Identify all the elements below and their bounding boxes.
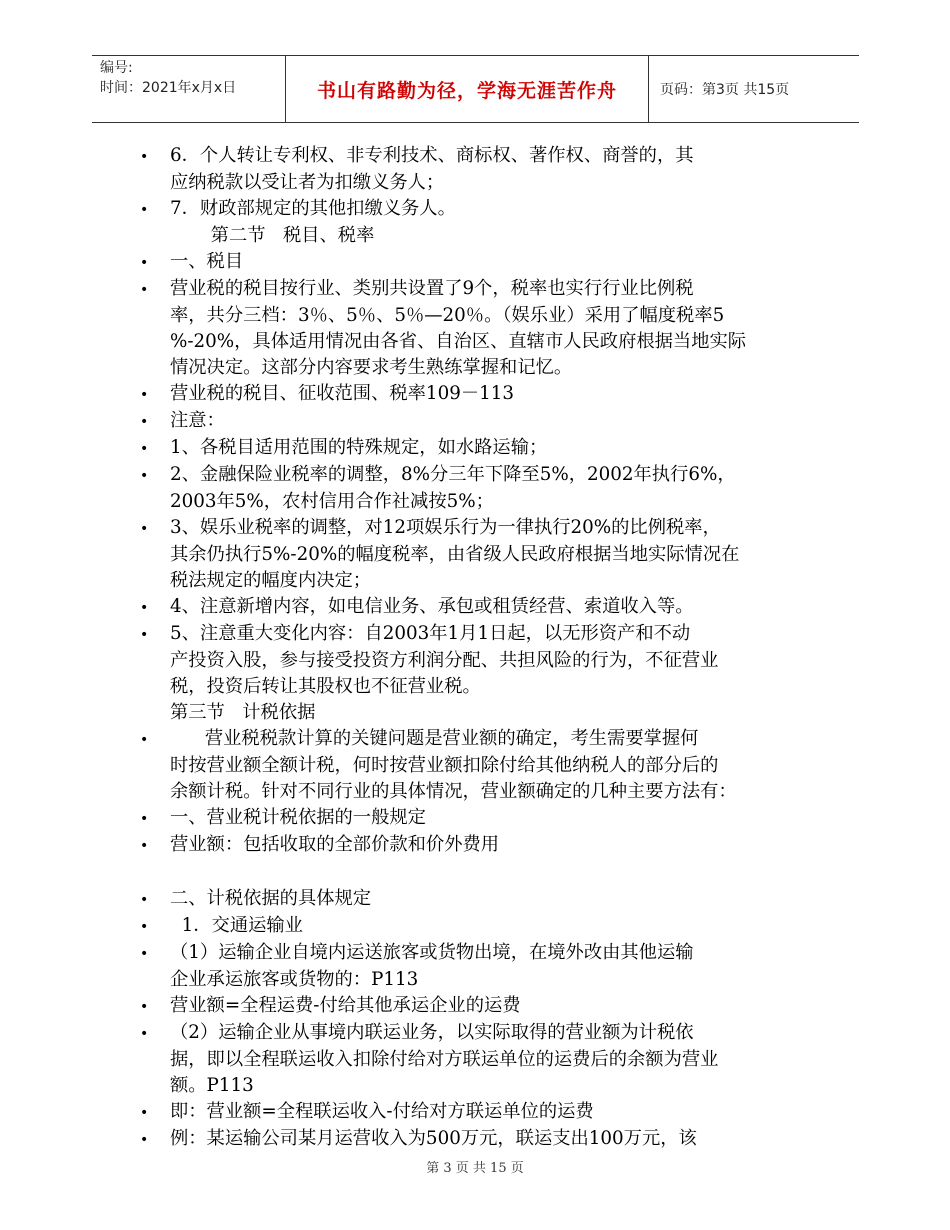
bullet-icon: • — [140, 387, 149, 403]
serial-label: 编号: — [100, 60, 133, 76]
line-text: %-20%，具体适用情况由各省、自治区、直辖市人民政府根据当地实际 — [170, 331, 747, 352]
text-line — [140, 621, 820, 648]
line-text: 7．财政部规定的其他扣缴义务人。 — [170, 198, 456, 219]
bullet-icon: • — [140, 919, 149, 935]
text-line — [140, 993, 820, 1020]
text-line — [140, 805, 820, 832]
text-line — [140, 143, 820, 170]
text-line — [140, 779, 820, 805]
text-line — [140, 648, 820, 674]
line-text: 5、注意重大变化内容：自2003年1月1日起，以无形资产和不动 — [170, 623, 691, 644]
bullet-icon: • — [140, 149, 149, 165]
text-line — [140, 408, 820, 435]
bullet-icon: • — [140, 946, 149, 962]
text-line — [140, 967, 820, 993]
page-header — [92, 55, 859, 123]
line-text: 即：营业额=全程联运收入-付给对方联运单位的运费 — [170, 1101, 594, 1122]
line-text: 额。P113 — [170, 1075, 254, 1096]
text-line — [140, 1099, 820, 1126]
bullet-icon: • — [140, 892, 149, 908]
text-line — [140, 913, 820, 940]
header-motto: 书山有路勤为径，学海无涯苦作舟 — [285, 56, 649, 122]
line-text: 营业额=全程运费-付给其他承运企业的运费 — [170, 995, 521, 1016]
text-line — [140, 489, 820, 515]
bullet-icon: • — [140, 468, 149, 484]
text-line — [140, 674, 820, 700]
text-line — [140, 542, 820, 568]
line-text: 2、金融保险业税率的调整，8%分三年下降至5%，2002年执行6%， — [170, 464, 736, 485]
header-meta — [100, 58, 236, 98]
line-text: 余额计税。针对不同行业的具体情况，营业额确定的几种主要方法有： — [170, 781, 737, 802]
bullet-icon: • — [140, 1105, 149, 1121]
line-text: 营业税的税目、征收范围、税率109－113 — [170, 383, 515, 404]
time-label: 时间：2021年x月x日 — [100, 80, 237, 96]
line-text: 应纳税款以受让者为扣缴义务人； — [170, 172, 445, 193]
text-line — [140, 276, 820, 303]
text-line — [140, 381, 820, 408]
text-line — [140, 726, 820, 753]
text-line — [140, 355, 820, 381]
line-text: （1）运输企业自境内运送旅客或货物出境，在境外改由其他运输 — [170, 942, 694, 963]
text-line — [140, 1073, 820, 1099]
line-text: （2）运输企业从事境内联运业务，以实际取得的营业额为计税依 — [170, 1022, 694, 1043]
line-text: 二、计税依据的具体规定 — [170, 888, 372, 909]
bullet-icon: • — [140, 521, 149, 537]
bullet-icon: • — [140, 838, 149, 854]
bullet-icon: • — [140, 255, 149, 271]
text-line — [140, 303, 820, 329]
text-line — [140, 329, 820, 355]
line-text: 6．个人转让专利权、非专利技术、商标权、著作权、商誉的，其 — [170, 145, 694, 166]
text-line — [140, 568, 820, 594]
bullet-icon: • — [140, 732, 149, 748]
text-line — [140, 435, 820, 462]
bullet-icon: • — [140, 999, 149, 1015]
text-line — [140, 515, 820, 542]
line-text: 营业税的税目按行业、类别共设置了9个，税率也实行行业比例税 — [170, 278, 694, 299]
text-line — [140, 170, 820, 196]
line-text: 时按营业额全额计税，何时按营业额扣除付给其他纳税人的部分后的 — [170, 755, 719, 776]
bullet-icon: • — [140, 414, 149, 430]
text-line — [140, 700, 820, 726]
line-text: 产投资入股，参与接受投资方利润分配、共担风险的行为，不征营业 — [170, 650, 719, 671]
line-text: 一、营业税计税依据的一般规定 — [170, 807, 426, 828]
bullet-icon: • — [140, 441, 149, 457]
line-text: 1、各税目适用范围的特殊规定，如水路运输； — [170, 437, 548, 458]
line-text: 税法规定的幅度内决定； — [170, 570, 372, 591]
line-text: 第二节 税目、税率 — [170, 225, 375, 246]
bullet-icon: • — [140, 1026, 149, 1042]
bullet-icon: • — [140, 811, 149, 827]
header-page-label: 页码：第3页 共15页 — [660, 82, 790, 98]
text-line — [140, 594, 820, 621]
line-text: 营业税税款计算的关键问题是营业额的确定，考生需要掌握何 — [170, 728, 699, 749]
line-text: 其余仍执行5%-20%的幅度税率，由省级人民政府根据当地实际情况在 — [170, 544, 740, 565]
text-line — [140, 1020, 820, 1047]
line-text: 据，即以全程联运收入扣除付给对方联运单位的运费后的余额为营业 — [170, 1049, 719, 1070]
text-line — [140, 223, 820, 249]
text-line — [140, 462, 820, 489]
bullet-icon: • — [140, 202, 149, 218]
text-line — [140, 1126, 820, 1153]
line-text: 率，共分三档：3％、5％、5％—20％。（娱乐业）采用了幅度税率5 — [170, 305, 725, 326]
bullet-icon: • — [140, 282, 149, 298]
text-line — [140, 753, 820, 779]
text-line — [140, 249, 820, 276]
document-body — [140, 143, 820, 1153]
line-text: 例：某运输公司某月运营收入为500万元，联运支出100万元，该 — [170, 1128, 697, 1149]
line-text: 情况决定。这部分内容要求考生熟练掌握和记忆。 — [170, 357, 573, 378]
line-text: 企业承运旅客或货物的：P113 — [170, 969, 419, 990]
line-text: 营业额：包括收取的全部价款和价外费用 — [170, 834, 500, 855]
blank-line — [140, 859, 820, 886]
line-text: 第三节 计税依据 — [170, 702, 316, 723]
text-line — [140, 940, 820, 967]
line-text: 一、税目 — [170, 251, 244, 272]
page-footer: 第 3 页 共 15 页 — [426, 1161, 524, 1176]
text-line — [140, 1047, 820, 1073]
line-text: 1．交通运输业 — [170, 915, 303, 936]
bullet-icon: • — [140, 627, 149, 643]
line-text: 2003年5%，农村信用合作社减按5%； — [170, 491, 494, 512]
bullet-icon: • — [140, 1132, 149, 1148]
line-text: 税，投资后转让其股权也不征营业税。 — [170, 676, 481, 697]
text-line — [140, 196, 820, 223]
line-text: 3、娱乐业税率的调整，对12项娱乐行为一律执行20%的比例税率， — [170, 517, 721, 538]
line-text: 4、注意新增内容，如电信业务、承包或租赁经营、索道收入等。 — [170, 596, 694, 617]
text-line — [140, 886, 820, 913]
bullet-icon: • — [140, 600, 149, 616]
text-line — [140, 832, 820, 859]
line-text: 注意： — [170, 410, 225, 431]
